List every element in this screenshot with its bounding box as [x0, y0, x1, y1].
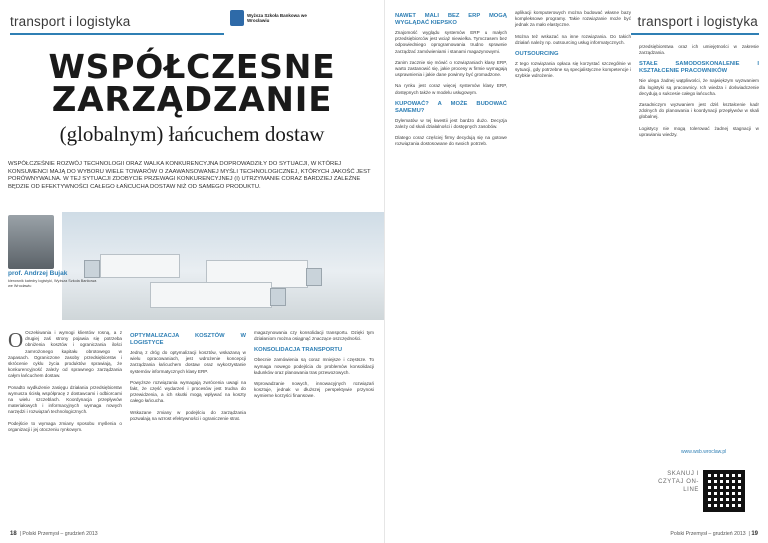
- paragraph: Nie ulega żadnej wątpliwości, że najwiękzym wyzwaniem dla logistyki są pracownicy. Ich wiedza i doświadczenie decydują o sukcesie całego łańcucha.: [639, 78, 759, 96]
- paragraph: Powyższe rozwiązania wymagają zwrócenia uwagi na fakt, że część wydarzeń i procesów jest trudna do przewidzenia, a ich skutki mogą wpływać na koszty całego łańcucha.: [130, 379, 246, 404]
- page-number: 18: [10, 531, 17, 537]
- scan-caption: SKANUJ I CZYTAJ ON-LINE: [658, 471, 699, 493]
- lead-paragraph: WSPÓŁCZEŚNIE ROZWÓJ TECHNOLOGII ORAZ WALKA KONKURENCYJNA DOPROWADZIŁY DO SYTUACJI, W KTÓREJ KONSUMENCI MAJĄ DO WYBORU WIELE TOWARÓW O ZAAWANSOWANEJ MYŚLI TECHNOLOGICZNEJ, KTÓRYCH JAKOŚĆ JEST PORÓWNYWALNA. W TEJ SYTUACJI ZDOBYCIE PRZEWAGI KONKURENCYJNEJ (I) UTRZYMANIE CORAZ BARDZIEJ ZALEŻNE BĘDZIE OD EFEKTYWNOŚCI CAŁEGO ŁAŃCUCHA DOSTAW NIŻ OD SAMEGO PRODUKTU.: [8, 161, 371, 190]
- section-heading: NAWET MALI BEZ ERP MOGĄ WYGLĄDAĆ KIEPSKO: [395, 13, 507, 26]
- author-name: prof. Andrzej Bujak: [8, 270, 68, 277]
- footer-text: Polski Przemysł – grudzień 2013: [670, 531, 746, 537]
- paragraph: Znajomość wyglądu systemów ERP u małych przedsiębiorców jest wciąż niewielka. Tymczasem bez odpowiedniego oprogramowania trudno sprawnie zarządzać zamówieniami i stanami magazynowymi.: [395, 30, 507, 54]
- university-logo: [230, 10, 307, 26]
- logo-mark-icon: [230, 10, 244, 26]
- paragraph: Jedną z dróg do optymalizacji kosztów, wskazaną w wielu opracowaniach, jest wdrożenie koncepcji zarządzania łańcuchem dostaw oraz wykorzystanie systemów informatycznych klasy ERP.: [130, 350, 246, 374]
- header-rule: [10, 33, 224, 35]
- paragraph: Podejście to wymaga zmiany sposobu myślenia o organizacji i jej otoczeniu rynkowym.: [8, 420, 122, 432]
- paragraph: Ponadto wydłużenie zasięgu działania przedsiębiorstw wymusza ścisłą współpracę z dostawcami i odbiorcami na wielu szczeblach. Koordynacja przepływów materiałowych i informacyjnych wymaga nowych narzędzi i rozwiązań technologicznych.: [8, 384, 122, 415]
- paragraph: Dlatego coraz częściej firmy decydują się na gotowe rozwiązania dostosowane do swoich potrzeb.: [395, 135, 507, 147]
- section-heading: KONSOLIDACJA TRANSPORTU: [254, 347, 343, 354]
- page-footer: Polski Przemysł – grudzień 2013 | 19: [670, 531, 758, 537]
- paragraph: Można też wskazać na inne rozwiązania. Do takich działań należy np. outsourcing usług informatycznych.: [515, 33, 631, 45]
- logo-text: Wyższa Szkoła Bankowa we Wrocławiu: [247, 13, 307, 23]
- title-line-3: (globalnym) łańcuchem dostaw: [59, 122, 325, 146]
- text-column-2: [515, 10, 631, 85]
- section-heading: OUTSOURCING: [515, 51, 559, 58]
- section-heading: OPTYMALIZACJA KOSZTÓW W LOGISTYCE: [130, 333, 246, 346]
- text-column-3: [254, 330, 374, 405]
- page-footer: 18 | Polski Przemysł – grudzień 2013: [10, 531, 98, 537]
- paragraph: Z tego rozwiązania opłaca się korzystać szczególnie w sytuacji, gdy potrzebne są specjalistyczne kompetencje i szybkie wdrożenie.: [515, 61, 631, 79]
- paragraph: Oczekiwania i wymogi klientów rosną, a z drugiej zaś strony pojawia się potrzeba obniżenia kosztów i ograniczania ilości zamrożonego kapitału obrotowego w zapasach. Ograniczone zasoby przedsiębiorstw i skrócenie cyklu życia produktów sprawiają, że konkurencyjność zależy od sprawnego zarządzania całym łańcuchem dostaw.: [8, 330, 122, 379]
- paragraph: Obecnie zamówienia są coraz mniejsze i częstsze. To wymaga nowego podejścia do problemów konsolidacji ładunków oraz planowania tras przewozowych.: [254, 357, 374, 375]
- paragraph: Zanim zacznie się mówić o rozwiązaniach klasy ERP, warto zastanowić się, jakie procesy w firmie wymagają usprawnienia i jakie dane powinny być gromadzone.: [395, 59, 507, 78]
- section-header: transport i logistyka: [637, 14, 758, 29]
- text-column-2: [130, 330, 246, 427]
- section-header: transport i logistyka: [10, 14, 131, 29]
- text-column-1: O Oczekiwania i wymogi klientów rosną, a z drugiej zaś strony pojawia się potrzeba obniżenia kosztów i ograniczania ilości zamrożonego kapitału obrotowego w zapasach. Ograniczone zasoby przedsiębiorstw i skrócenie cyklu życia produktów sprawiają, że konkurencyjność zależy od sprawnego zarządzania całym łańcuchem dostaw. Ponadto wydłużenie zasięgu działania przedsiębiorstw wymusza ścisłą współpracę z dostawcami i odbiorcami na wielu szczeblach. Koordynacja przepływów materiałowych i informacyjnych wymaga nowych narzędzi i rozwiązań technologicznych. Podejście to wymaga zmiany sposobu myślenia o organizacji i jej otoczeniu rynkowym.: [8, 328, 122, 432]
- paragraph: przedsiębiorstwa oraz ich umiejętności w zakresie zarządzania.: [639, 44, 759, 56]
- paragraph: Na rynku jest coraz więcej systemów klasy ERP, dostępnych także w modelu usługowym.: [395, 83, 507, 95]
- paragraph: Wskazane zmiany w podejściu do zarządzania pozwalają na wzrost efektywności i ograniczenie strat.: [130, 409, 246, 421]
- page-number: 19: [751, 531, 758, 537]
- paragraph: Dylematów w tej kwestii jest bardzo dużo. Decyzja zależy od skali działalności i dostępnych zasobów.: [395, 117, 507, 130]
- text-column-3: [639, 44, 759, 143]
- author-role: kierownik katedry logistyki, Wyższa Szkoła Bankowa we Wrocławiu: [8, 279, 97, 288]
- right-page: [384, 0, 768, 543]
- section-heading: STAŁE SAMODOSKONALENIE I KSZTAŁCENIE PRACOWNIKÓW: [639, 61, 759, 75]
- paragraph: aplikacji komputerowych można budować własne bazy kompleksowe programy. Takie rozwiązanie może być jednak za mało elastyczne.: [515, 10, 631, 28]
- author-portrait: [8, 215, 54, 269]
- paragraph: magazynowania czy konsolidacji transportu. Dzięki tym działaniom można osiągnąć znaczące oszczędności.: [254, 330, 374, 342]
- website-link[interactable]: www.wsb.wroclaw.pl: [681, 449, 727, 455]
- text-column-1: [395, 10, 507, 153]
- paragraph: Wprowadzanie nowych, innowacyjnych rozwiązań kosztuje, jednak w dłuższej perspektywie przynosi wymierne korzyści finansowe.: [254, 381, 374, 399]
- paragraph: Zasadniczym wyzwaniem jest dziś kształcenie kadr zdolnych do planowania i koordynacji przepływów w skali globalnej.: [639, 102, 759, 120]
- truck-photo: [0, 212, 384, 320]
- title-line-2: ZARZĄDZANIE: [51, 80, 333, 120]
- section-heading: KUPOWAĆ? A MOŻE BUDOWAĆ SAMEMU?: [395, 100, 507, 114]
- header-rule: [631, 33, 759, 35]
- footer-text: Polski Przemysł – grudzień 2013: [22, 531, 98, 537]
- title-line-1: WSPÓŁCZESNE: [48, 47, 336, 86]
- paragraph: Logistycy nie mogą tolerować żadnej stagnacji w uprawianiu wiedzy.: [639, 125, 759, 137]
- qr-code-icon[interactable]: [703, 470, 745, 512]
